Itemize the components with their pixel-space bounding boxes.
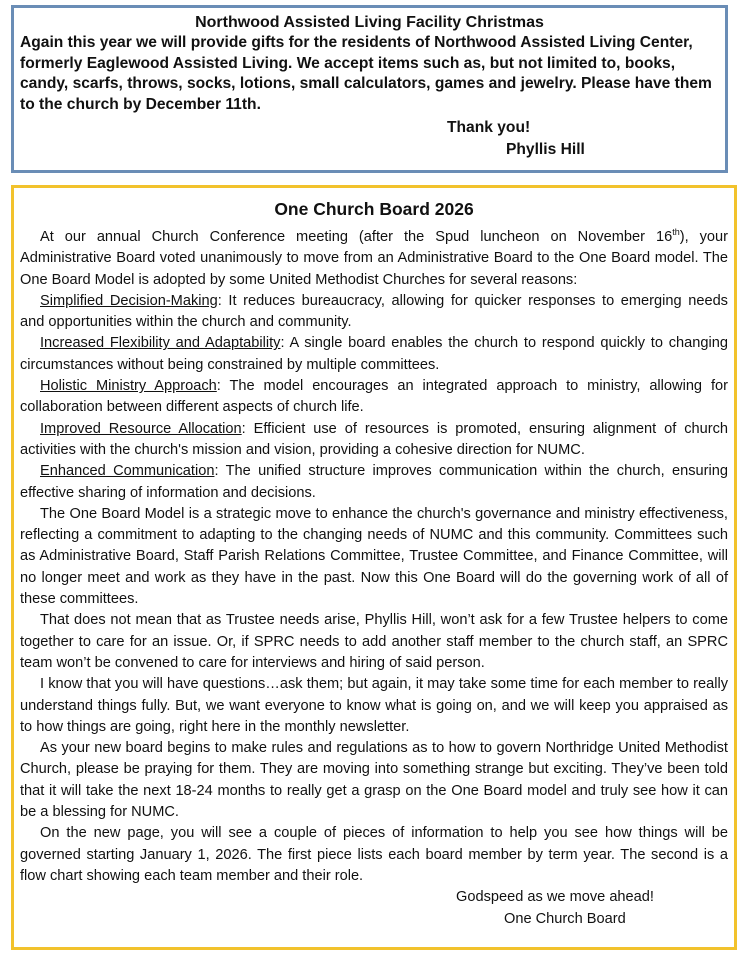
- article-paragraph: I know that you will have questions…ask them; but again, it may take some time for each member to really understand things fully. But, we want everyone to know what is going on, and we will keep you appraised as to how things are going, right here in the monthly newsletter.: [20, 676, 728, 735]
- article-signoff: One Church Board: [504, 910, 626, 927]
- notice-thanks: Thank you!: [447, 119, 531, 136]
- notice-title: Northwood Assisted Living Facility Christmas: [195, 14, 544, 31]
- reason-item: Simplified Decision-Making: It reduces bureaucracy, allowing for quicker responses to emerging needs and opportunities within the church and community.: [20, 292, 728, 331]
- reason-item: Holistic Ministry Approach: The model encourages an integrated approach to ministry, allowing for collaboration between different aspects of church life.: [20, 378, 728, 416]
- article-intro: At our annual Church Conference meeting (after the Spud luncheon on November 16th), your Administrative Board voted unanimously to move from an Administrative Board to the One Board model. The One Board Model is adopted by some United Methodist Churches for several reasons:: [20, 227, 728, 288]
- article-paragraph: The One Board Model is a strategic move to enhance the church's governance and ministry effectiveness, reflecting a commitment to adapting to the changing needs of NUMC and this community. Committees such as Administrative Board, Staff Parish Relations Committee, Trustee Committee, and Finance Committee, will no longer meet and work as they have in the past. Now this One Board will do the governing work of all of these committees.: [20, 505, 728, 608]
- notice-body: Again this year we will provide gifts for the residents of Northwood Assisted Living Center, formerly Eaglewood Assisted Living. We accept items such as, but not limited to, books, candy, scarfs, throws, socks, lotions, small calculators, games and jewelry. Please have them to the church by December 11th.: [20, 34, 712, 113]
- article-closing: Godspeed as we move ahead!: [456, 889, 654, 906]
- reason-heading: Increased Flexibility and Adaptability: [40, 335, 281, 352]
- one-church-board-article: [11, 185, 737, 950]
- reason-item: Improved Resource Allocation: Efficient use of resources is promoted, ensuring alignment of church activities with the church's mission and vision, providing a cohesive direction for NUMC.: [20, 420, 729, 458]
- reason-heading: Enhanced Communication: [40, 463, 215, 480]
- reason-heading: Improved Resource Allocation: [40, 420, 242, 437]
- reason-item: Increased Flexibility and Adaptability: A single board enables the church to respond quickly to changing circumstances without being constrained by multiple committees.: [20, 335, 728, 373]
- reason-item: Enhanced Communication: The unified structure improves communication within the church, ensuring effective sharing of information and decisions.: [20, 463, 728, 501]
- reason-heading: Holistic Ministry Approach: [40, 378, 217, 395]
- article-paragraph: As your new board begins to make rules and regulations as to how to govern Northridge United Methodist Church, please be praying for them. They are moving into something strange but exciting. They’ve been told that it will take the next 18-24 months to really get a grasp on the One Board model and truly see how it can be a blessing for NUMC.: [20, 740, 728, 821]
- article-title: One Church Board 2026: [274, 199, 474, 219]
- article-paragraph: That does not mean that as Trustee needs arise, Phyllis Hill, won’t ask for a few Trustee helpers to come together to care for an issue. Or, if SPRC needs to add another staff member to the church staff, an SPRC team won’t be convened to care for interviews and hiring of said person.: [20, 612, 728, 671]
- article-paragraph: On the new page, you will see a couple of pieces of information to help you see how things will be governed starting January 1, 2026. The first piece lists each board member by term year. The second is a flow chart showing each team member and their role.: [20, 825, 728, 884]
- northwood-notice-box: [11, 5, 728, 173]
- reason-heading: Simplified Decision-Making: [40, 292, 218, 309]
- notice-signature: Phyllis Hill: [506, 141, 585, 158]
